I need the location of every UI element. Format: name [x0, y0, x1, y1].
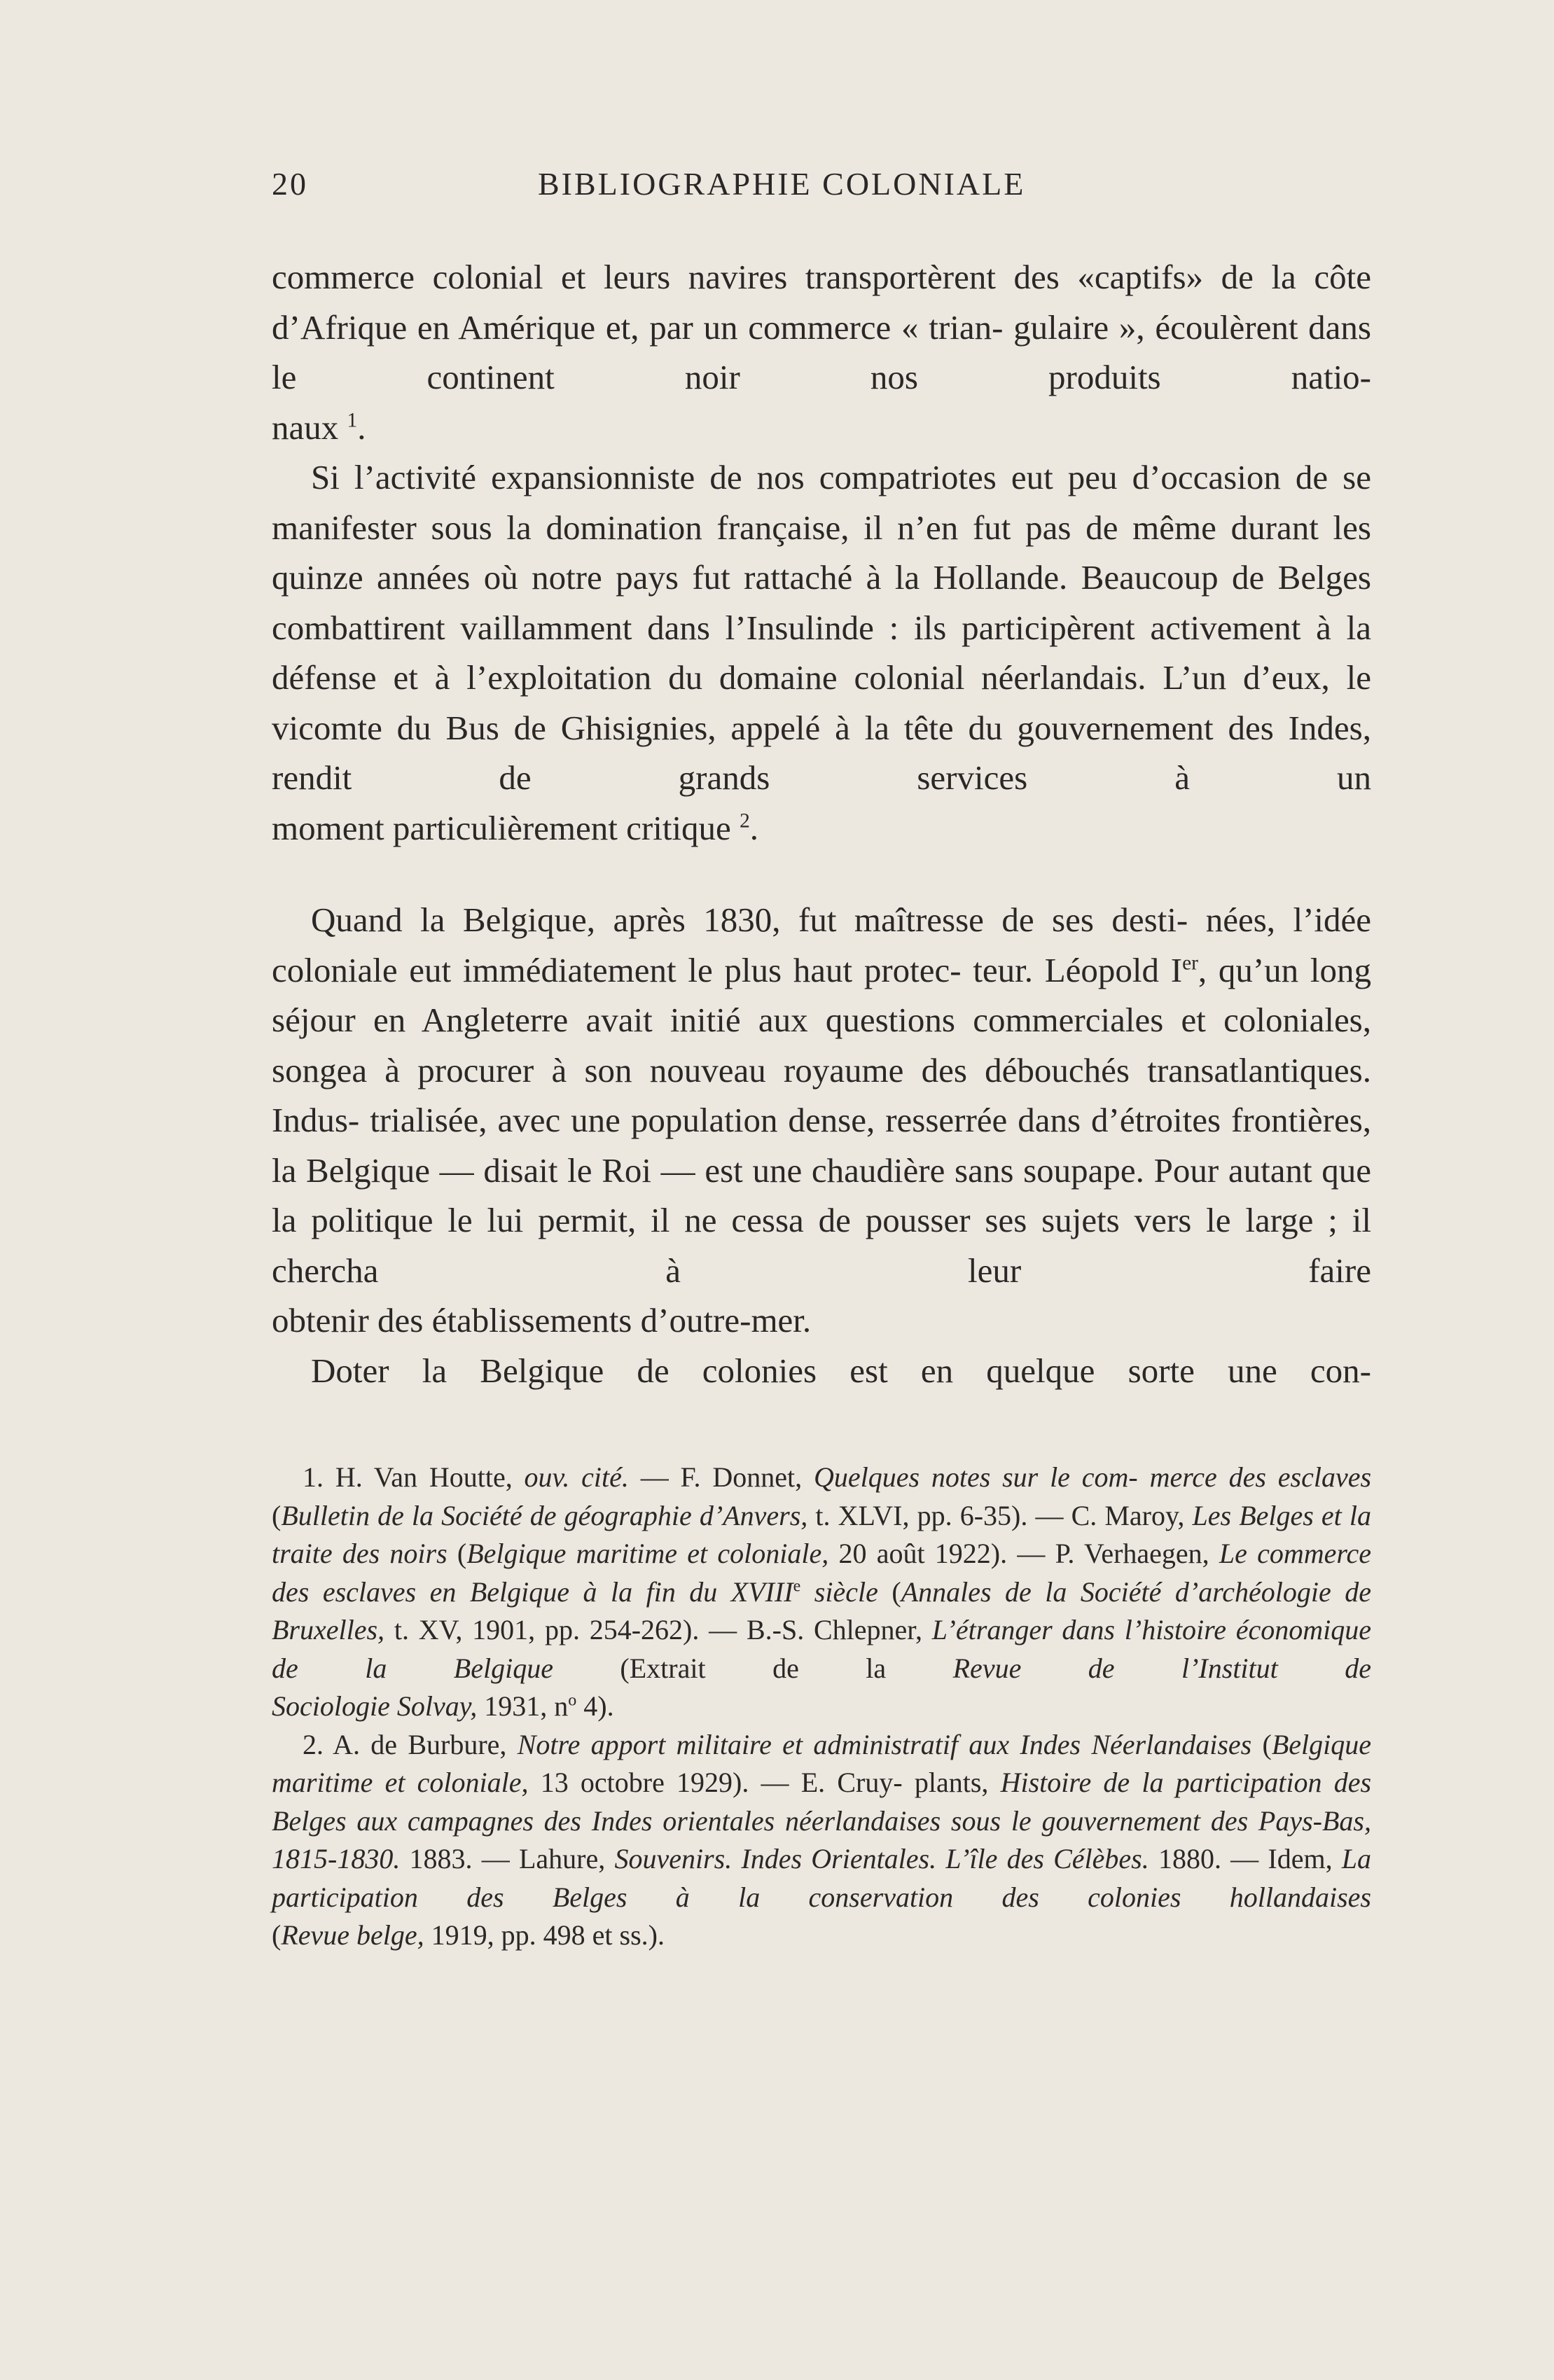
section-break: [272, 853, 1371, 895]
paragraph-1: commerce colonial et leurs navires transportèrent des «captifs» de la côte d’Afrique en Amérique et, par un commerce « trian- gulaire », écoulèrent dans le continent noir nos produits natio-: [272, 258, 1371, 396]
main-text: [272, 252, 1371, 1396]
running-header: [272, 165, 1371, 221]
footnote-2-end: (Revue belge, 1919, pp. 498 et ss.).: [272, 1919, 665, 1951]
footnote-1-end: Sociologie Solvay, 1931, $n^o$ 4).: [272, 1690, 614, 1722]
paragraph-3: Quand la Belgique, après 1830, fut maîtresse de ses desti- nées, l’idée coloniale eut immédiatement le plus haut protec- teur. Léopold Ier, qu’un long séjour en Angleterre avait initié aux questions commerciales et coloniales, songea à procurer à son nouveau royaume des débouchés transatlantiques. Indus- trialisée, avec une population dense, resserrée dans d’étroites frontières, la Belgique — disait le Roi — est une chaudière sans soupape. Pour autant que la politique le lui permit, il ne cessa de pousser ses sujets vers le large ; il chercha à leur faire: [272, 900, 1372, 1290]
paragraph-2: Si l’activité expansionniste de nos compatriotes eut peu d’occasion de se manifester sous la domination française, il n’en fut pas de même durant les quinze années où notre pays fut rattaché à la Hollande. Beaucoup de Belges combattirent vaillamment dans l’Insulinde : ils participèrent activement à la défense et à l’exploitation du domaine colonial néerlandais. L’un d’eux, le vicomte du Bus de Ghisignies, appelé à la tête du gouvernement des Indes, rendit de grands services à un: [272, 458, 1372, 797]
footnote-ref-2[interactable]: 2: [740, 809, 750, 833]
footnote-1: 1. H. Van Houtte, ouv. cité. — F. Donnet, Quelques notes sur le com- merce des esclaves (Bulletin de la Société de géographie d’Anvers, t. XLVI, pp. 6-35). — C. Maroy, Les Belges et la traite des noirs (Belgique maritime et coloniale, 20 août 1922). — P. Verhaegen, Le commerce des esclaves en Belgique à la fin du XVIIIe siècle (Annales de la Société d’archéologie de Bruxelles, t. XV, 1901, pp. 254-262). — B.-S. Chlepner, L’étranger dans l’histoire économique de la Belgique (Extrait de la Revue de l’Institut de: [272, 1461, 1372, 1684]
footnote-ref-1[interactable]: 1: [347, 409, 358, 432]
running-title: BIBLIOGRAPHIE COLONIALE: [538, 166, 1026, 202]
page: [272, 165, 1371, 1955]
paragraph-2-end: moment particulièrement critique $^2$.: [272, 808, 759, 847]
page-number: 20: [272, 166, 308, 202]
paragraph-1-end: naux $^1$.: [272, 408, 366, 447]
paragraph-4: Doter la Belgique de colonies est en quelque sorte une con-: [311, 1351, 1371, 1390]
footnote-2: 2. A. de Burbure, Notre apport militaire et administratif aux Indes Néerlandaises (Belgique maritime et coloniale, 13 octobre 1929). — E. Cruy- plants, Histoire de la participation des Belges aux campagnes des Indes orientales néerlandaises sous le gouvernement des Pays-Bas, 1815-1830. 1883. — Lahure, Souvenirs. Indes Orientales. L’île des Célèbes. 1880. — Idem, La participation des Belges à la conservation des colonies hollandaises: [272, 1728, 1372, 1913]
footnotes: [272, 1459, 1371, 1955]
paragraph-3-end: obtenir des établissements d’outre-mer.: [272, 1301, 812, 1339]
